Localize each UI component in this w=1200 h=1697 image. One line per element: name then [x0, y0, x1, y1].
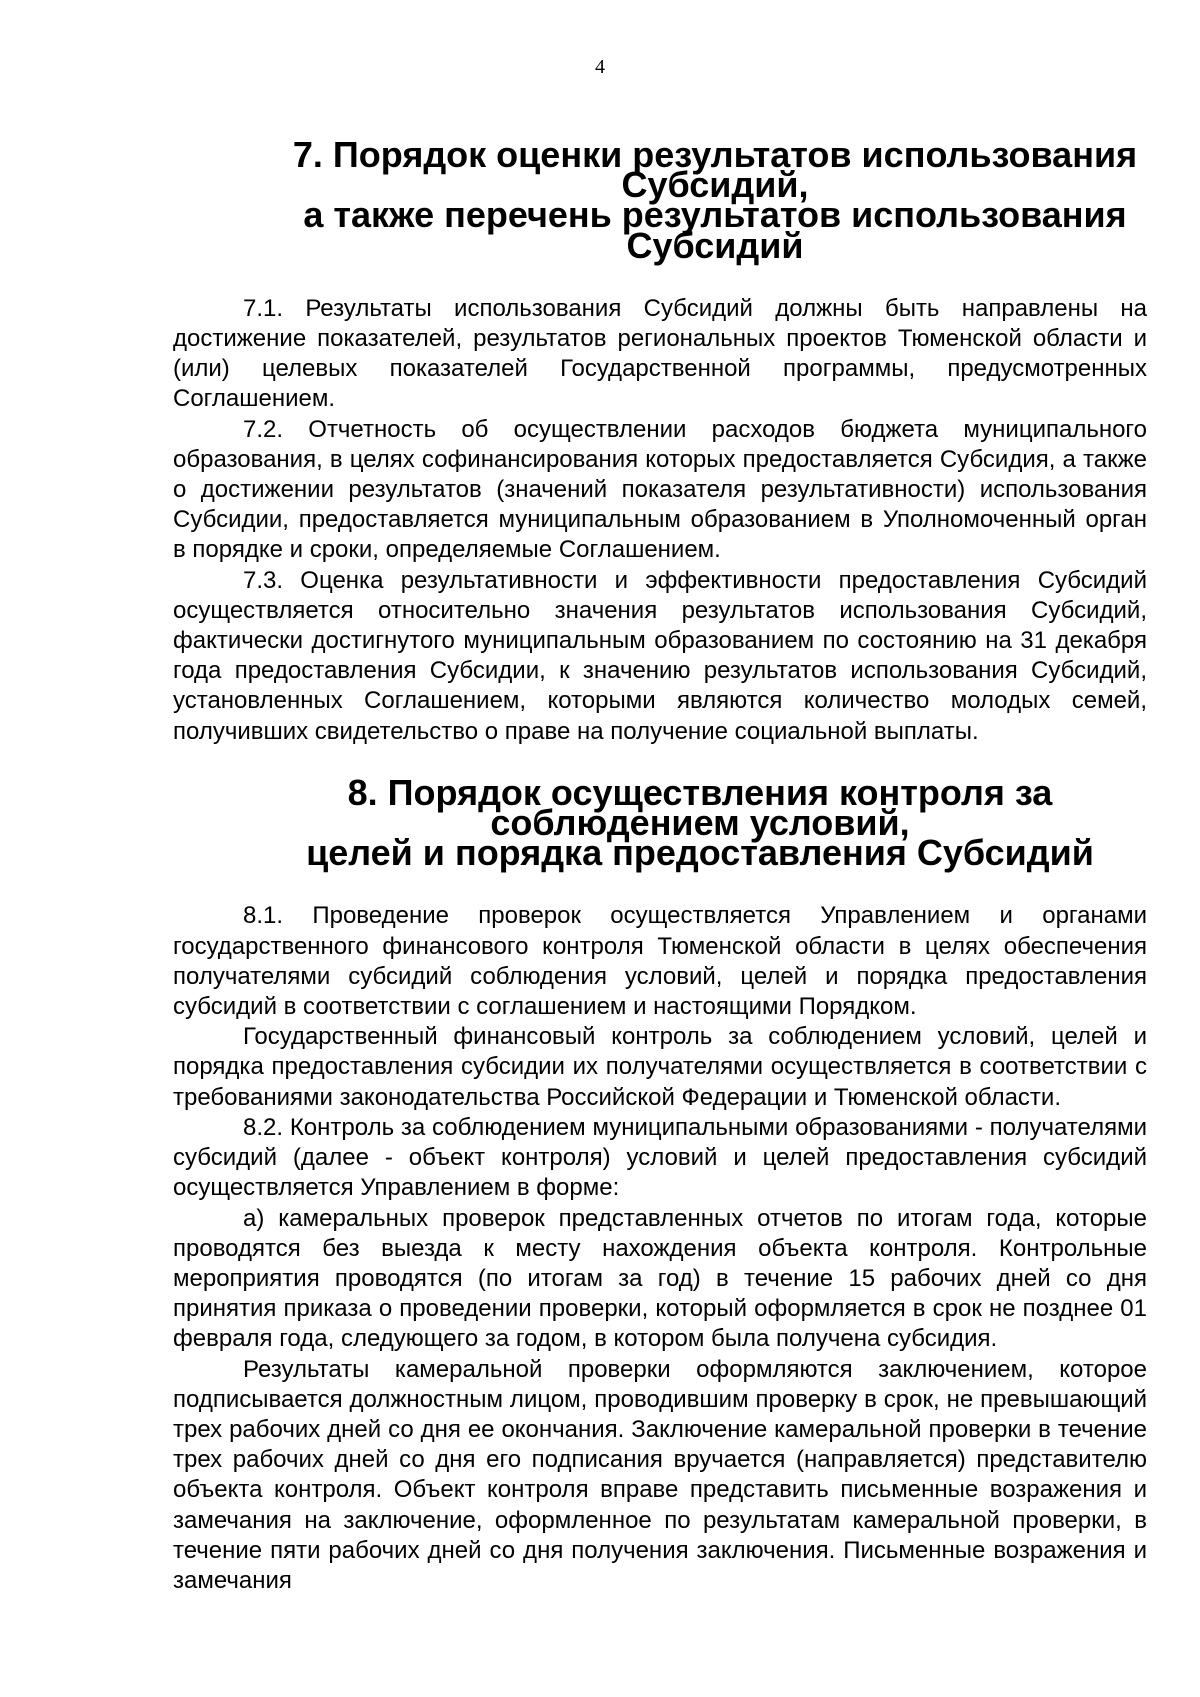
section-7-heading-line-2: а также перечень результатов использования Субсидий	[303, 194, 1127, 266]
paragraph-7-3: 7.3. Оценка результативности и эффективности предоставления Субсидий осуществляется относительно значения результатов использования Субсидий, фактически достигнутого муниципальным образованием по состоянию на 31 декабря года предоставления Субсидии, к значению результатов использования Субсидий, установленных Соглашением, которыми являются количество молодых семей, получивших свидетельство о праве на получение социальной выплаты.	[173, 566, 1147, 745]
paragraph-7-1: 7.1. Результаты использования Субсидий должны быть направлены на достижение показателей, результатов региональных проектов Тюменской области и (или) целевых показателей Государственной программы, предусмотренных Соглашением.	[173, 294, 1147, 413]
section-8-heading-line-2: целей и порядка предоставления Субсидий	[306, 832, 1094, 874]
document-body	[173, 134, 1147, 1596]
paragraph-8-2-a: а) камеральных проверок представленных отчетов по итогам года, которые проводятся без выезда к месту нахождения объекта контроля. Контрольные мероприятия проводятся (по итогам за год) в течение 15 рабочих дней со дня принятия приказа о проведении проверки, который оформляется в срок не позднее 01 февраля года, следующего за годом, в котором была получена субсидия.	[173, 1204, 1147, 1353]
paragraph-8-2-results: Результаты камеральной проверки оформляются заключением, которое подписывается должностным лицом, проводившим проверку в срок, не превышающий трех рабочих дней со дня ее окончания. Заключение камеральной проверки в течение трех рабочих дней со дня его подписания вручается (направляется) представителю объекта контроля. Объект контроля вправе представить письменные возражения и замечания на заключение, оформленное по результатам камеральной проверки, в течение пяти рабочих дней со дня получения заключения. Письменные возражения и замечания	[173, 1355, 1147, 1594]
section-8-heading-line-1: 8. Порядок осуществления контроля за соблюдением условий,	[347, 771, 1053, 844]
paragraph-7-2: 7.2. Отчетность об осуществлении расходов бюджета муниципального образования, в целях софинансирования которых предоставляется Субсидия, а также о достижении результатов (значений показателя результативности) использования Субсидии, предоставляется муниципальным образованием в Уполномоченный орган в порядке и сроки, определяемые Соглашением.	[173, 415, 1147, 564]
paragraph-8-1: 8.1. Проведение проверок осуществляется Управлением и органами государственного финансового контроля Тюменской области в целях обеспечения получателями субсидий соблюдения условий, целей и порядка предоставления субсидий в соответствии с соглашением и настоящими Порядком.	[173, 902, 1147, 1021]
section-7-heading	[173, 134, 1147, 266]
paragraph-8-2: 8.2. Контроль за соблюдением муниципальными образованиями - получателями субсидий (далее - объект контроля) условий и целей предоставления субсидий осуществляется Управлением в форме:	[173, 1113, 1147, 1202]
section-7-heading-line-1: 7. Порядок оценки результатов использования Субсидий,	[292, 134, 1138, 206]
page-number: 4	[595, 56, 605, 78]
paragraph-8-1-state-control: Государственный финансовый контроль за соблюдением условий, целей и порядка предоставления субсидии их получателями осуществляется в соответствии с требованиями законодательства Российской Федерации и Тюменской области.	[173, 1023, 1147, 1111]
section-8-heading	[173, 771, 1147, 874]
